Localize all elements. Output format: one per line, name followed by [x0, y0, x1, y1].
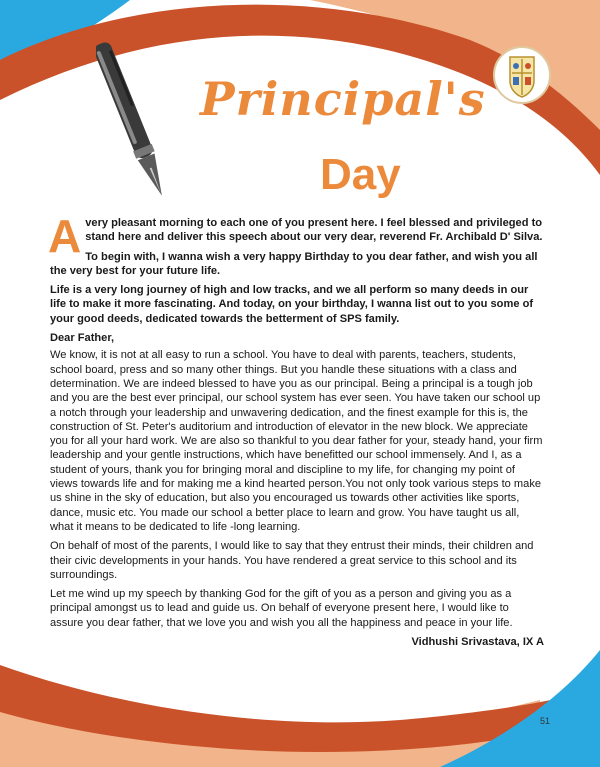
- signature: Vidhushi Srivastava, IX A: [411, 636, 544, 649]
- school-crest-icon: [492, 45, 552, 105]
- paragraph-parents: On behalf of most of the parents, I would like to say that they entrust their minds, their children and their civic developments in your hands. You have rendered a great service to this school and its surroundings.: [50, 540, 534, 581]
- salutation: Dear Father,: [50, 332, 115, 345]
- paragraph-birthday-wish: To begin with, I wanna wish a very happy Birthday to you dear father, and wish you all the very best for your future life.: [50, 250, 538, 277]
- paragraph-good-deeds: We know, it is not at all easy to run a school. You have to deal with parents, teachers, students, school board, press and so many other things. But you handle these situations with a class and determination. We are indeed blessed to have you as our principal. Being a principal is a tough job and you are the best ever principal, our school system has ever seen. You have taken our school up a notch through your leadership and unwavering dedication, and the finest example for this is, the construction of St. Peter's auditorium and introduction of elevator in the new block. We appreciate you for all your hard work. We are also so thankful to you dear father for your, steady hand, your firm leadership and your gentle instructions, which have benefitted our school immensely. And I, as a student of yours, thank you for bringing moral and discipline to my life, for changing my point of views towards life and for making me a kind hearted person.You not only took various steps to make us shine in the sky of education, but also you encouraged us towards other activities like sports, dance, music etc. You made our school a better place to learn and grow. You have taught us all, what it means to be dedicated to life -long learning.: [50, 349, 543, 533]
- paragraph-closing: Let me wind up my speech by thanking God for the gift of you as a person and giving you as a principal amongst us to lead and guide us. On behalf of everyone present here, I would like to assure you dear father, that we love you and wish you all the happiness and peace in your life.: [50, 588, 513, 629]
- opening-paragraph: [48, 210, 544, 262]
- page-number: 51: [540, 716, 551, 726]
- speech-body: [48, 210, 544, 654]
- paragraph-life-journey: Life is a very long journey of high and low tracks, and we all perform so many deeds in our life to make it more fascinating. And today, on your birthday, I wanna list out to you some of your good deeds, dedicated towards the betterment of SPS family.: [50, 284, 534, 325]
- fountain-pen-icon: [96, 32, 166, 212]
- drop-cap: A: [48, 210, 82, 262]
- page-title-day: Day: [320, 150, 401, 199]
- page-title-principals: Principal's: [200, 72, 486, 126]
- opening-text: very pleasant morning to each one of you present here. I feel blessed and privileged to stand here and deliver this speech about our very dear, reverend Fr. Archibald D' Silva.: [85, 217, 543, 244]
